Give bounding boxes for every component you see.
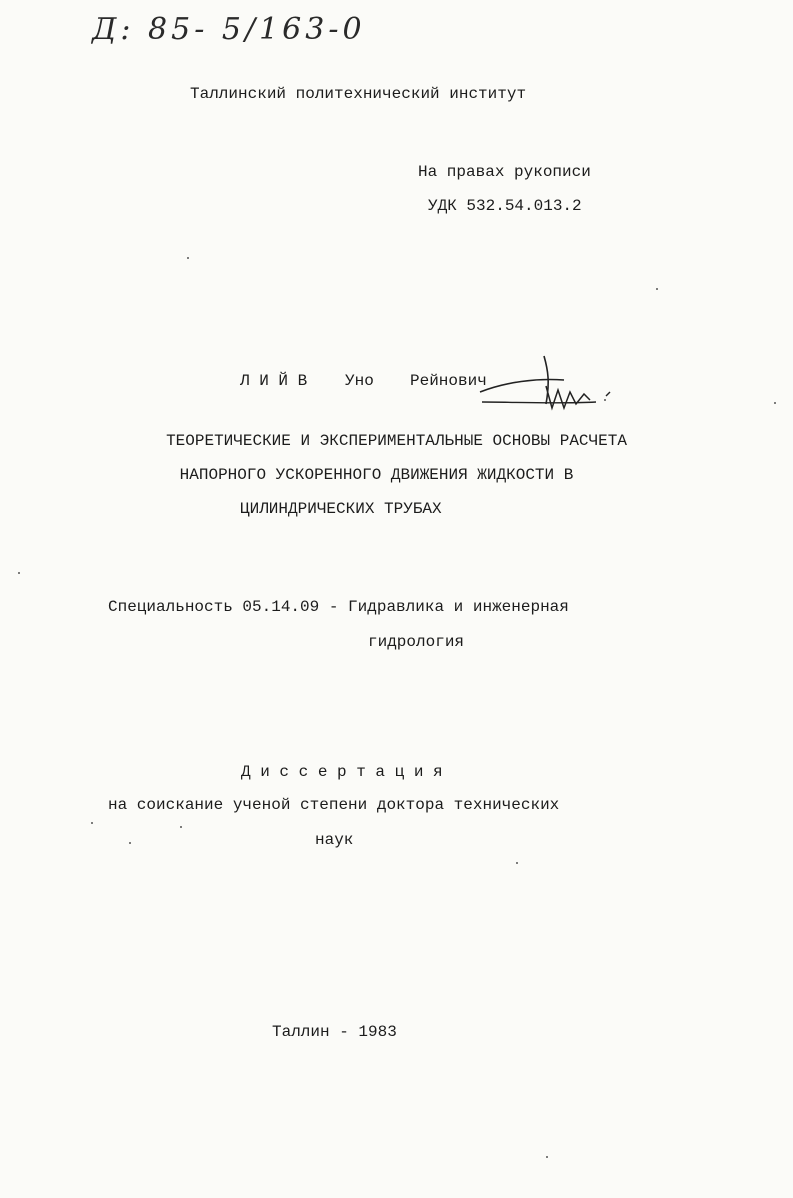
scan-speck [18, 572, 20, 574]
specialty-line-2: гидрология [368, 633, 465, 651]
archive-handwritten-mark: Д: 85- 5/163-0 [92, 12, 366, 47]
scan-speck [656, 288, 658, 290]
author-signature [476, 352, 626, 422]
degree-line-2: наук [315, 831, 354, 849]
scan-speck [604, 399, 606, 401]
scan-speck [187, 257, 189, 259]
manuscript-rights-note: На правах рукописи [418, 163, 591, 181]
author-first-name: Уно [345, 372, 374, 390]
institute-name: Таллинский политехнический институт [190, 85, 527, 103]
degree-line-1: на соискание ученой степени доктора технических [108, 796, 560, 814]
scan-speck [546, 1156, 548, 1158]
scan-speck [180, 826, 182, 828]
title-line-2: НАПОРНОГО УСКОРЕННОГО ДВИЖЕНИЯ ЖИДКОСТИ В [179, 466, 574, 484]
scan-speck [129, 842, 131, 844]
udk-code: УДК 532.54.013.2 [428, 197, 582, 215]
author-patronymic: Рейнович [410, 372, 487, 390]
place-and-year: Таллин - 1983 [272, 1023, 397, 1041]
title-line-1: ТЕОРЕТИЧЕСКИЕ И ЭКСПЕРИМЕНТАЛЬНЫЕ ОСНОВЫ РАСЧЕТА [166, 432, 627, 450]
specialty-line-1: Специальность 05.14.09 - Гидравлика и инженерная [108, 598, 569, 616]
scan-speck [774, 402, 776, 404]
scan-speck [91, 822, 93, 824]
author-surname: Л И Й В [240, 372, 308, 390]
scan-speck [516, 862, 518, 864]
title-line-3: ЦИЛИНДРИЧЕСКИХ ТРУБАХ [240, 500, 442, 518]
work-type: Д и с с е р т а ц и я [241, 763, 443, 781]
